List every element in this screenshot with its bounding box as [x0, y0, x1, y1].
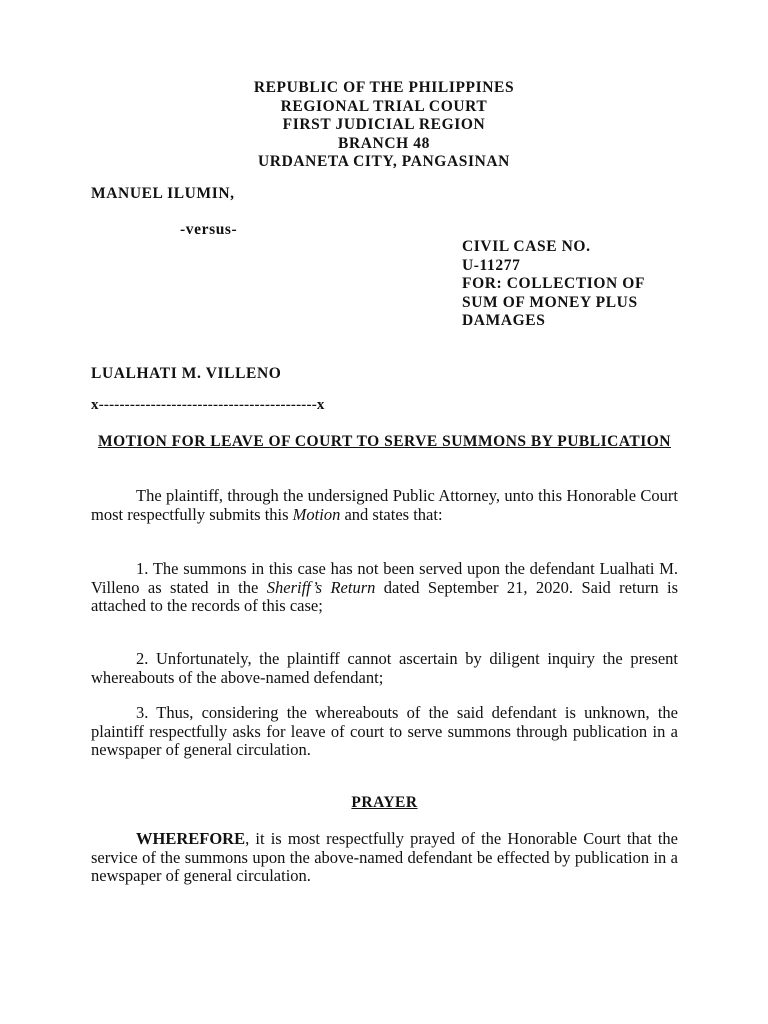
case-number-label: CIVIL CASE NO.	[462, 238, 591, 255]
paragraph-1	[91, 560, 678, 616]
case-number: U-11277	[462, 256, 521, 274]
prayer-paragraph	[91, 830, 678, 886]
court-header-line: URDANETA CITY, PANGASINAN	[258, 153, 510, 170]
prayer-heading: PRAYER	[351, 794, 418, 811]
defendant-name: LUALHATI M. VILLENO	[91, 365, 282, 382]
case-nature-line: SUM OF MONEY PLUS	[462, 293, 638, 311]
intro-paragraph	[91, 487, 678, 524]
case-nature-line: DAMAGES	[462, 312, 546, 329]
paragraph-1-text: 1. The summons in this case has not been served upon the defendant Lualhati M. Villeno as stated in the	[91, 559, 678, 597]
intro-text-end: and states that:	[340, 504, 443, 524]
versus-label: -versus-	[180, 221, 238, 238]
paragraph-3: 3. Thus, considering the whereabouts of the said defendant is unknown, the plaintiff respectfully asks for leave of court to serve summons through publication in a newspaper of general circulation.	[91, 703, 678, 759]
caption-separator: x------------------------------------------x	[91, 397, 325, 413]
paragraph-1-text-end: dated September 21, 2020. Said return is attached to the records of this case;	[91, 577, 678, 615]
court-header	[0, 79, 768, 172]
paragraph-1-italic: Sheriff’s Return	[266, 577, 376, 597]
plaintiff-name: MANUEL ILUMIN,	[91, 185, 235, 202]
court-header-line: REGIONAL TRIAL COURT	[280, 97, 488, 115]
court-header-line: FIRST JUDICIAL REGION	[282, 116, 486, 133]
intro-italic: Motion	[292, 504, 341, 524]
wherefore-keyword: WHEREFORE	[136, 829, 246, 848]
court-header-line: REPUBLIC OF THE PHILIPPINES	[253, 79, 515, 96]
paragraph-2: 2. Unfortunately, the plaintiff cannot ascertain by diligent inquiry the present whereabouts of the above-named defendant;	[91, 649, 678, 687]
case-info	[462, 238, 678, 331]
court-header-line: BRANCH 48	[338, 134, 430, 152]
intro-text: The plaintiff, through the undersigned Public Attorney, unto this Honorable Court most respectfully submits this	[91, 486, 678, 524]
prayer-text: , it is most respectfully prayed of the Honorable Court that the service of the summons upon the above-named defendant be effected by publication in a newspaper of general circulation.	[91, 829, 678, 885]
case-nature-line: FOR: COLLECTION OF	[462, 275, 646, 292]
motion-title: MOTION FOR LEAVE OF COURT TO SERVE SUMMONS BY PUBLICATION	[97, 433, 671, 450]
